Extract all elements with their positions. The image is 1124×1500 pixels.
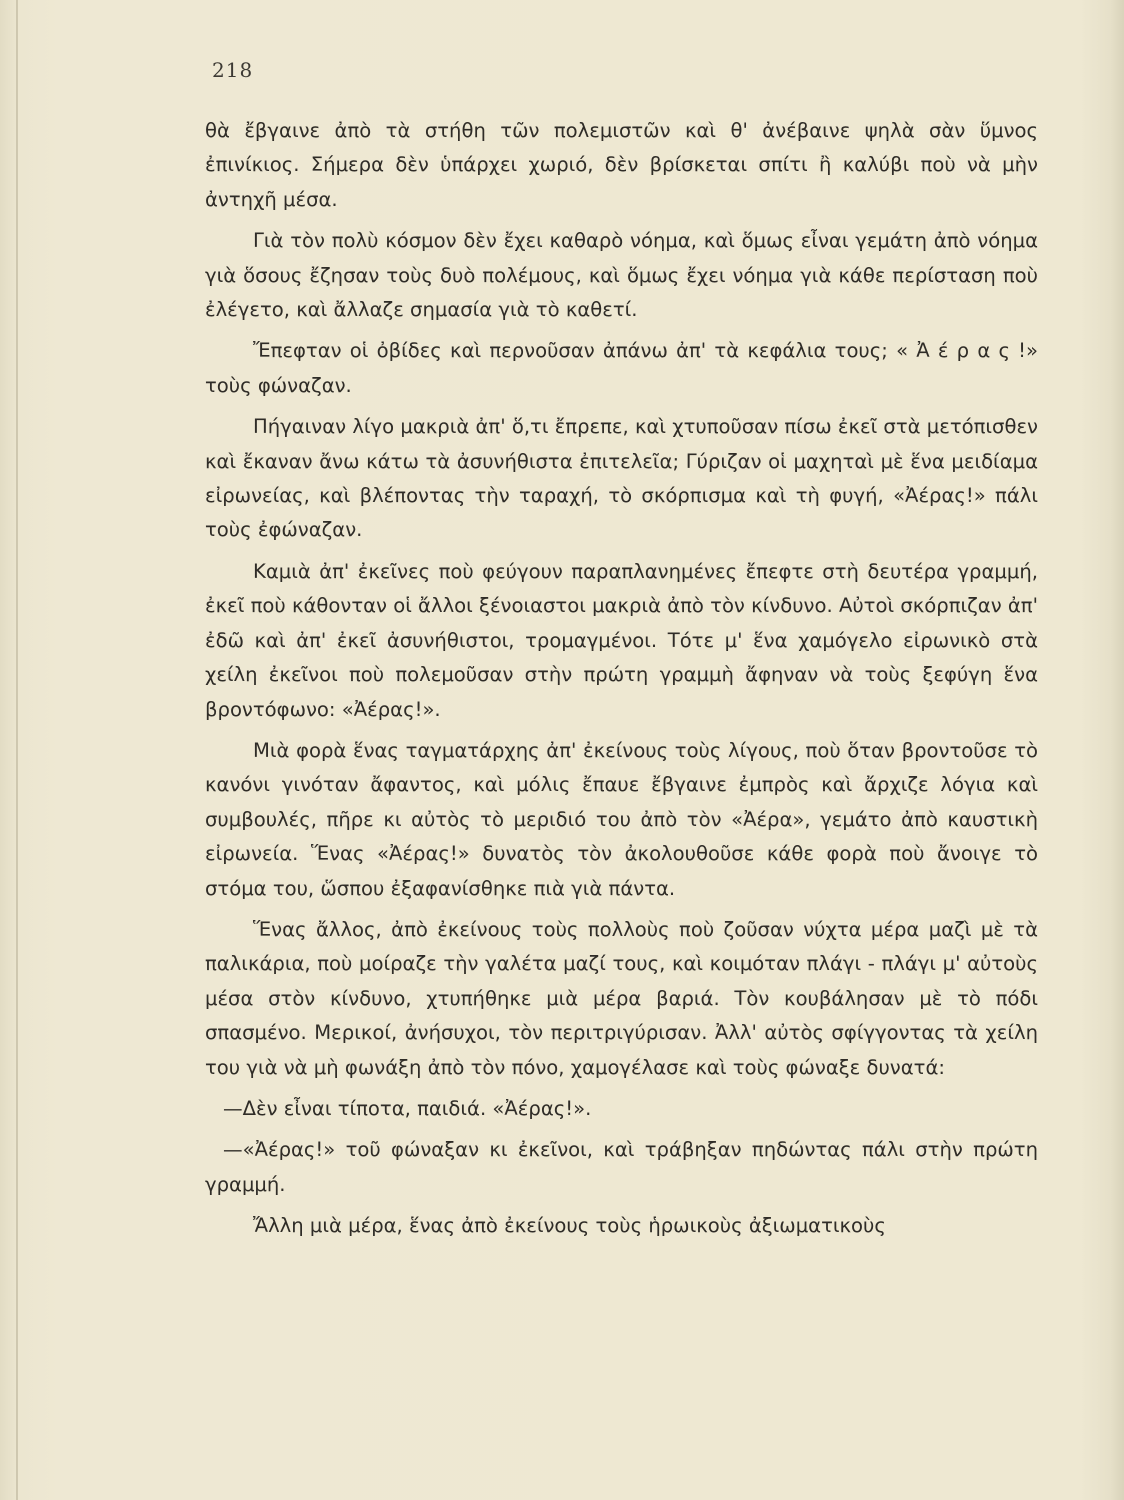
paragraph: Καμιὰ ἀπ' ἐκεῖνες ποὺ φεύγουν παραπλανημένες ἔπεφτε στὴ δευτέρα γραμμή, ἐκεῖ ποὺ κάθονταν οἱ ἄλλοι ξένοιαστοι μακριὰ ἀπὸ τὸν κίνδυνο. Αὐτοὶ σκόρπιζαν ἀπ' ἐδῶ καὶ ἀπ' ἐκεῖ ἀσυνήθιστοι, τρομαγμένοι. Τότε μ' ἕνα χαμόγελο εἰρωνικὸ στὰ χείλη ἐκεῖνοι ποὺ πολεμοῦσαν στὴν πρώτη γραμμὴ ἄφηναν νὰ τοὺς ξεφύγη ἕνα βροντόφωνο: «Ἀέρας!». <box>205 559 1038 721</box>
paragraph: Ἕνας ἄλλος, ἀπὸ ἐκείνους τοὺς πολλοὺς ποὺ ζοῦσαν νύχτα μέρα μαζὶ μὲ τὰ παλικάρια, ποὺ μοίραζε τὴν γαλέτα μαζί τους, καὶ κοιμόταν πλάγι - πλάγι μ' αὐτοὺς μέσα στὸν κίνδυνο, χτυπήθηκε μιὰ μέρα βαριά. Τὸν κουβάλησαν μὲ τὸ πόδι σπασμένο. Μερικοί, ἀνήσυχοι, τὸν περιτριγύρισαν. Ἀλλ' αὐτὸς σφίγγοντας τὰ χείλη του γιὰ νὰ μὴ φωνάξη ἀπὸ τὸν πόνο, χαμογέλασε καὶ τοὺς φώναξε δυνατά: <box>205 917 1038 1079</box>
paragraph: Ἔπεφταν οἱ ὀβίδες καὶ περνοῦσαν ἀπάνω ἀπ' τὰ κεφάλια τους; « Ἀ έ ρ α ς !» τοὺς φώναζαν. <box>205 339 1038 397</box>
paragraph: Μιὰ φορὰ ἕνας ταγματάρχης ἀπ' ἐκείνους τοὺς λίγους, ποὺ ὅταν βροντοῦσε τὸ κανόνι γινόταν ἄφαντος, καὶ μόλις ἔπαυε ἔβγαινε ἐμπρὸς καὶ ἄρχιζε λόγια καὶ συμβουλές, πῆρε κι αὐτὸς τὸ μεριδιό του ἀπὸ τὸν «Ἀέρα», γεμάτο ἀπὸ καυστικὴ εἰρωνεία. Ἕνας «Ἀέρας!» δυνατὸς τὸν ἀκολουθοῦσε κάθε φορὰ ποὺ ἄνοιγε τὸ στόμα του, ὥσπου ἐξαφανίσθηκε πιὰ γιὰ πάντα. <box>205 738 1038 900</box>
page-gutter-edge <box>16 0 18 1500</box>
paragraph: Ἄλλη μιὰ μέρα, ἕνας ἀπὸ ἐκείνους τοὺς ἡρωικοὺς ἀξιωματικοὺς <box>253 1214 886 1238</box>
page-number: 218 <box>212 58 254 82</box>
body-text <box>205 114 1038 1251</box>
paragraph-continuation: θὰ ἔβγαινε ἀπὸ τὰ στήθη τῶν πολεμιστῶν καὶ θ' ἀνέβαινε ψηλὰ σὰν ὕμνος ἐπινίκιος. Σήμερα δὲν ὑπάρχει χωριό, δὲν βρίσκεται σπίτι ἢ καλύβι ποὺ νὰ μὴν ἀντηχῆ μέσα. <box>205 119 1038 211</box>
dialog-line: —«Ἀέρας!» τοῦ φώναξαν κι ἐκεῖνοι, καὶ τράβηξαν πηδώντας πάλι στὴν πρώτη γραμμή. <box>205 1138 1038 1196</box>
paragraph: Γιὰ τὸν πολὺ κόσμον δὲν ἔχει καθαρὸ νόημα, καὶ ὅμως εἶναι γεμάτη ἀπὸ νόημα γιὰ ὅσους ἔζησαν τοὺς δυὸ πολέμους, καὶ ὅμως ἔχει νόημα γιὰ κάθε περίσταση ποὺ ἐλέγετο, καὶ ἄλλαζε σημασία γιὰ τὸ καθετί. <box>205 229 1038 322</box>
dialog-line: —Δὲν εἶναι τίποτα, παιδιά. «Ἀέρας!». <box>223 1096 592 1120</box>
paragraph: Πήγαιναν λίγο μακριὰ ἀπ' ὅ,τι ἔπρεπε, καὶ χτυποῦσαν πίσω ἐκεῖ στὰ μετόπισθεν καὶ ἔκαναν ἄνω κάτω τὰ ἀσυνήθιστα ἐπιτελεῖα; Γύριζαν οἱ μαχηταὶ μὲ ἕνα μειδίαμα εἰρωνείας, καὶ βλέποντας τὴν ταραχή, τὸ σκόρπισμα καὶ τὴ φυγή, «Ἀέρας!» πάλι τοὺς ἐφώναζαν. <box>205 415 1039 542</box>
